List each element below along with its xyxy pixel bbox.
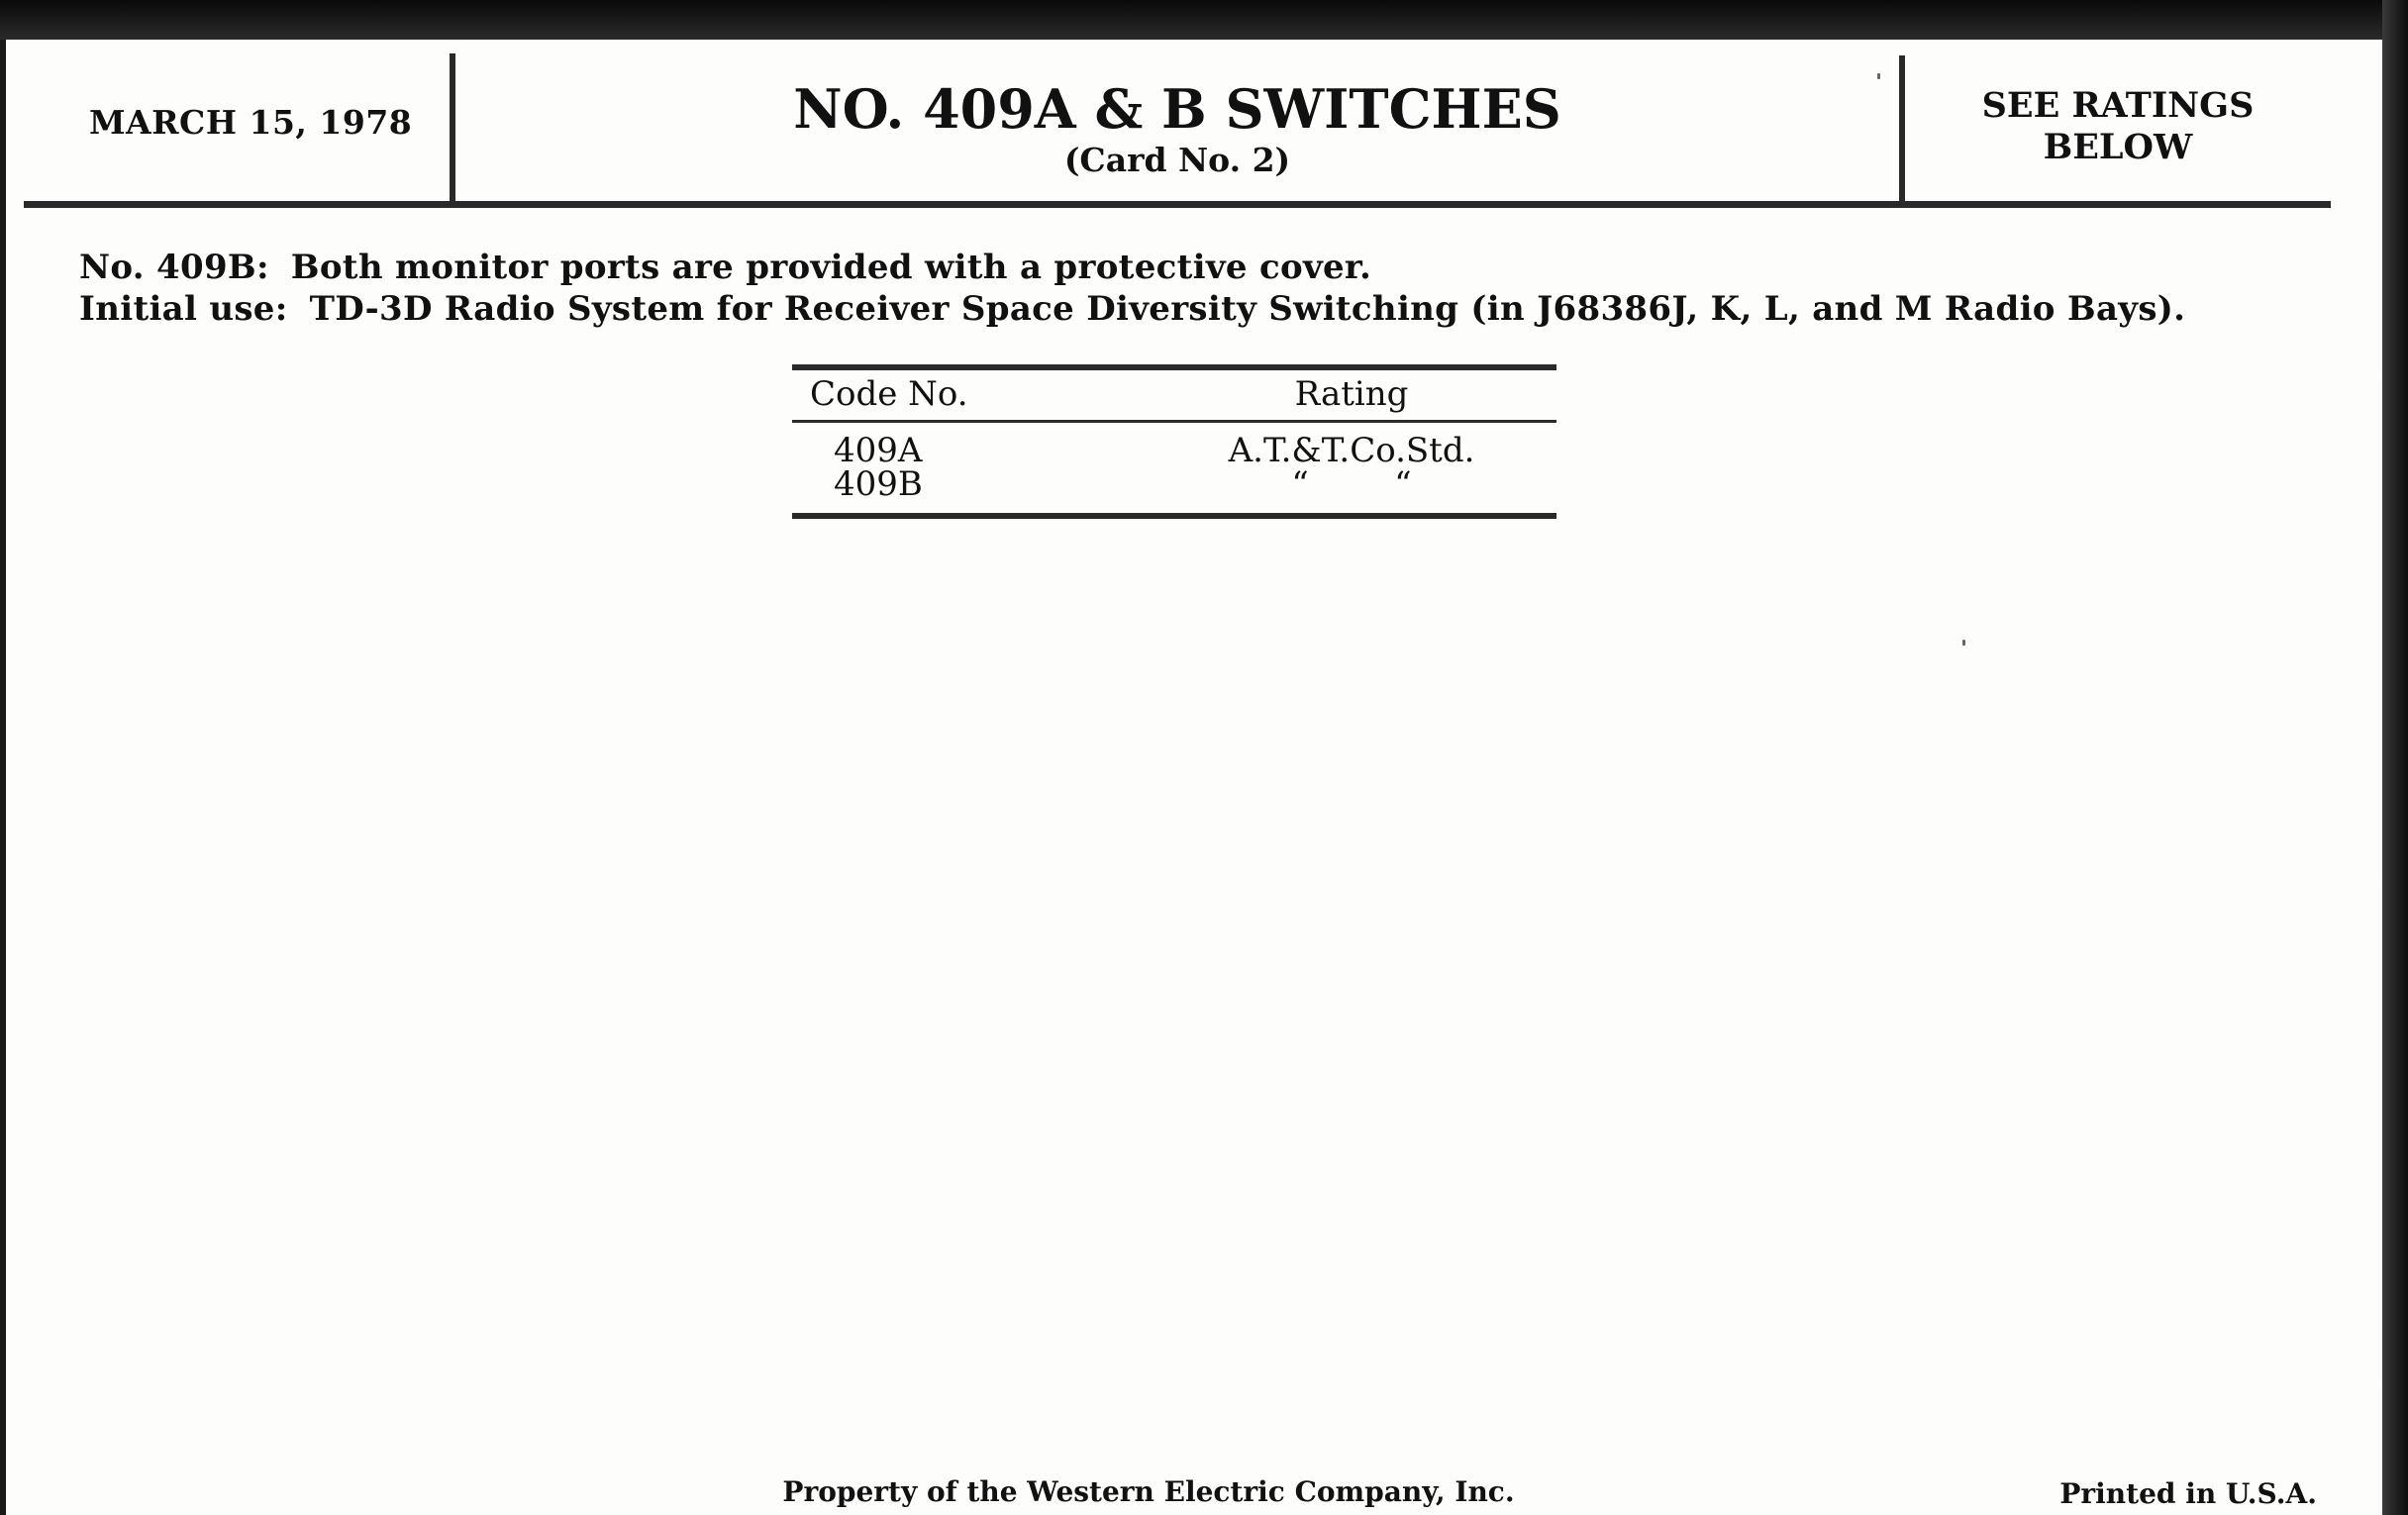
footer-printed: Printed in U.S.A. <box>2059 1477 2317 1510</box>
body-line-label: Initial use: <box>79 289 288 329</box>
table-cell-code: 409A <box>834 431 923 470</box>
table-cell-rating: “ “ <box>1291 464 1412 504</box>
card-title: NO. 409A & B SWITCHES <box>793 77 1561 141</box>
header-rule <box>24 201 2331 208</box>
table-cell-rating: A.T.&T.Co.Std. <box>1228 431 1475 470</box>
ratings-note <box>1905 85 2331 168</box>
body-line-text: TD-3D Radio System for Receiver Space Diversity Switching (in J68386J, K, L, and M Radio Bays). <box>309 289 2186 329</box>
scan-speck <box>1962 640 1965 646</box>
table-header-code: Code No. <box>810 374 968 414</box>
footer-property: Property of the Western Electric Company, Inc. <box>782 1475 1515 1508</box>
table-header-rating: Rating <box>1294 374 1409 414</box>
body-line-text: Both monitor ports are provided with a protective cover. <box>290 248 1372 287</box>
scan-top-edge <box>0 0 2408 40</box>
ratings-note-line-1: SEE RATINGS <box>1981 85 2255 126</box>
ratings-table <box>792 364 1556 562</box>
table-cell-code: 409B <box>834 464 923 504</box>
card-date: MARCH 15, 1978 <box>89 103 413 142</box>
scan-right-edge <box>2382 0 2408 1515</box>
body-line-label: No. 409B: <box>79 248 269 287</box>
body-line-409b <box>79 248 1371 287</box>
body-line-initial-use <box>79 289 2185 329</box>
table-bottom-rule <box>792 513 1556 519</box>
scan-speck <box>1877 73 1880 79</box>
table-header-rule <box>792 420 1556 423</box>
ratings-note-line-2: BELOW <box>2043 127 2193 167</box>
card-subtitle: (Card No. 2) <box>1063 141 1291 179</box>
table-top-rule <box>792 364 1556 370</box>
